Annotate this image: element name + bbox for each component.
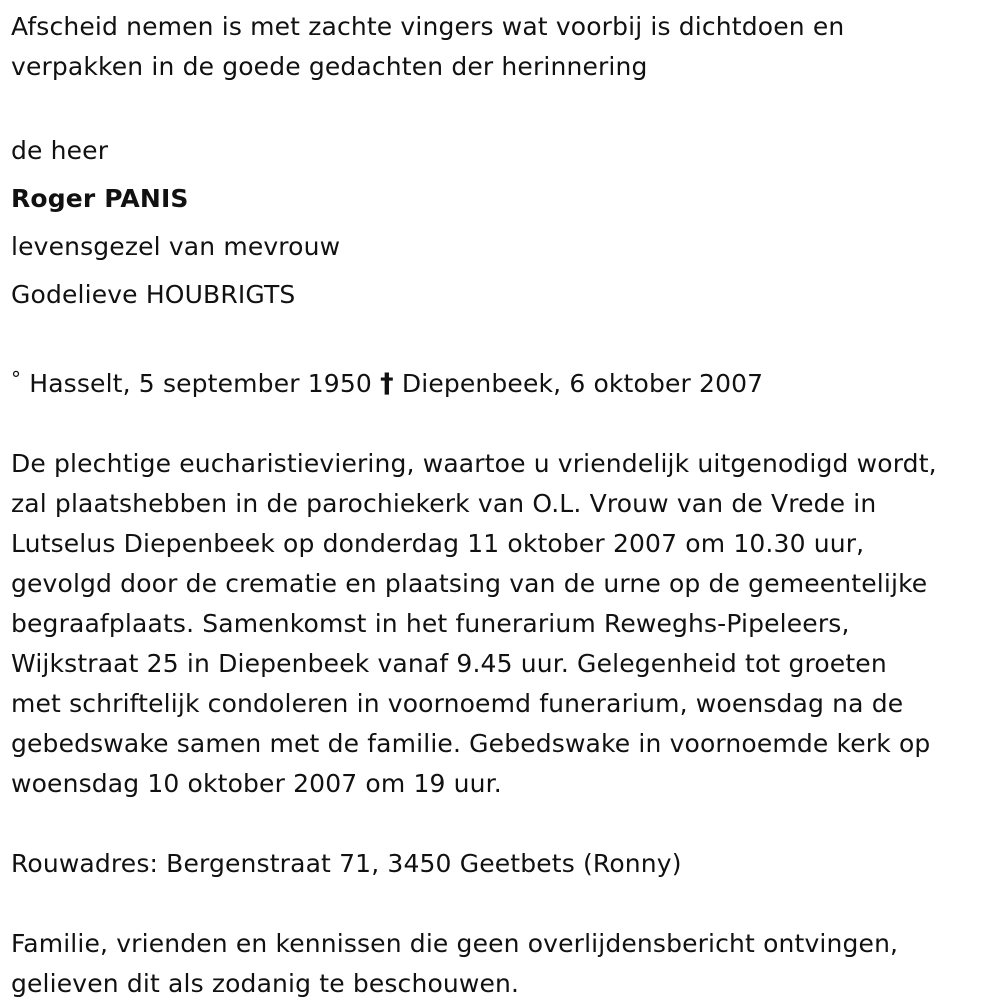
ceremony-line: begraafplaats. Samenkomst in het funerarium Reweghs-Pipeleers, [11,609,850,638]
deceased-name: Roger PANIS [11,184,189,213]
notice-line-1: Familie, vrienden en kennissen die geen overlijdensbericht ontvingen, [11,929,899,958]
ceremony-line: gebedswake samen met de familie. Gebedswake in voornoemde kerk op [11,729,931,758]
quote-line-2: verpakken in de goede gedachten der herinnering [11,52,648,81]
spacer [11,404,1000,444]
spacer [11,804,1000,844]
relation-text: levensgezel van mevrouw [11,232,341,261]
ceremony-line: zal plaatshebben in de parochiekerk van O.L. Vrouw van de Vrede in [11,489,877,518]
mourning-address: Rouwadres: Bergenstraat 71, 3450 Geetbets (Ronny) [11,849,682,878]
spacer [11,87,1000,127]
ceremony-line: met schriftelijk condoleren in voornoemd funerarium, woensdag na de [11,689,904,718]
honorific: de heer [11,136,109,165]
ceremony-line: Wijkstraat 25 in Diepenbeek vanaf 9.45 uur. Gelegenheid tot groeten [11,649,887,678]
partner-name: Godelieve HOUBRIGTS [11,280,296,309]
notice-line-2: gelieven dit als zodanig te beschouwen. [11,969,520,998]
death-cross-icon: † [380,368,394,399]
ceremony-line: De plechtige eucharistieviering, waartoe u vriendelijk uitgenodigd wordt, [11,449,937,478]
ceremony-line: Lutselus Diepenbeek op donderdag 11 oktober 2007 om 10.30 uur, [11,529,865,558]
ceremony-line: woensdag 10 oktober 2007 om 19 uur. [11,769,502,798]
ceremony-line: gevolgd door de crematie en plaatsing van de urne op de gemeentelijke [11,569,928,598]
death-info: Diepenbeek, 6 oktober 2007 [401,369,764,398]
life-dates [11,359,1000,404]
quote-line-1: Afscheid nemen is met zachte vingers wat voorbij is dichtdoen en [11,12,845,41]
spacer [11,319,1000,359]
spacer [11,884,1000,924]
birth-info: Hasselt, 5 september 1950 [29,369,372,398]
birth-mark: ° [11,367,22,391]
